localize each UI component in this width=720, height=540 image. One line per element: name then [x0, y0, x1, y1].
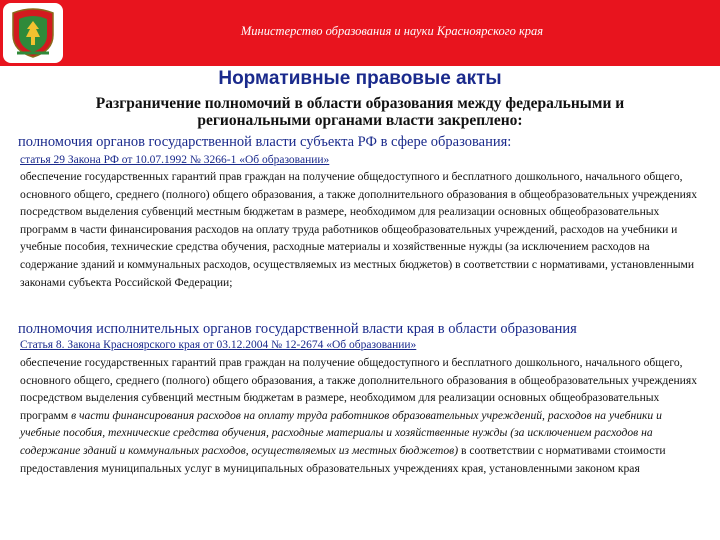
section1-heading: полномочия органов государственной власти субъекта РФ в сфере образования: — [18, 134, 512, 150]
crest-logo — [3, 3, 63, 63]
coat-of-arms-icon — [9, 7, 57, 59]
section2-text-part2: в соответствии с нормативами стоимости предоставления муниципальных услуг в муниципальных образовательных учреждениях края, установленными законом края — [20, 443, 666, 475]
subtitle-line-2: региональными органами власти закреплено: — [197, 112, 523, 129]
subtitle-line-1: Разграничение полномочий в области образования между федеральными и — [95, 95, 625, 112]
page-subtitle — [30, 95, 690, 129]
section2-text-part1: обеспечение государственных гарантий прав граждан на получение общедоступного и бесплатного дошкольного, начального общего, основного общего, среднего (полного) общего образования, а также дополнительного образования в общеобразовательных учреждениях посредством выделения субвенций местным бюджетам в размере, необходимом для реализации основных общеобразовательных программ — [20, 356, 698, 422]
section2-text — [20, 354, 700, 477]
section2-heading: полномочия исполнительных органов государственной власти края в области образования — [18, 321, 577, 337]
ministry-title: Министерство образования и науки Красноярского края — [240, 24, 544, 38]
header-bar — [0, 0, 720, 66]
section2-text-italic: в части финансирования расходов на оплату труда работников образовательных учреждений, расходов на учебники и учебные пособия, технические средства обучения, расходные материалы и хозяйственные нужды (за исключением расходов на содержание зданий и коммунальных расходов, осуществляемых из местных бюджетов) — [20, 408, 662, 457]
section1-text: обеспечение государственных гарантий прав граждан на получение общедоступного и бесплатного дошкольного, начального общего, основного общего, среднего (полного) общего образования, а также дополнительного образования в общеобразовательных учреждениях посредством выделения субвенций местным бюджетам в размере, необходимом для реализации основных общеобразовательных программ в части финансирования расходов на оплату труда работников общеобразовательных учреждений, расходов на учебники и учебные пособия, технические средства обучения, расходные материалы и хозяйственные нужды (за исключением расходов на содержание зданий и коммунальных расходов, осуществляемых из местных бюджетов) в соответствии с нормативами, установленными законами субъекта Российской Федерации; — [20, 170, 698, 289]
section2-law-link[interactable]: Статья 8. Закона Красноярского края от 03.12.2004 № 12-2674 «Об образовании» — [20, 339, 417, 351]
page-title: Нормативные правовые акты — [218, 68, 502, 89]
section1-law-link[interactable]: статья 29 Закона РФ от 10.07.1992 № 3266-1 «Об образовании» — [20, 154, 330, 166]
